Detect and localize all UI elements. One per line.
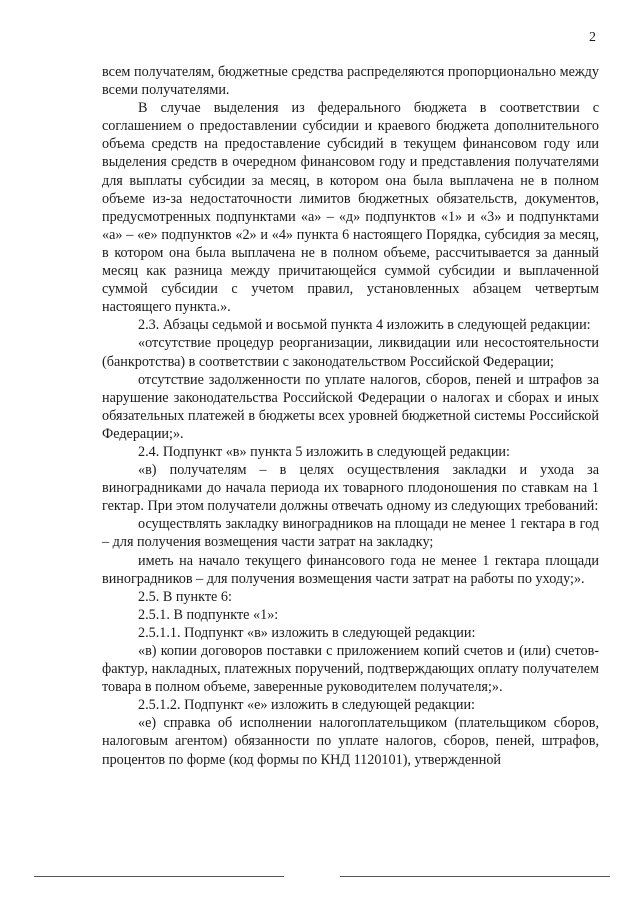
- paragraph-item-2-5-1-2: 2.5.1.2. Подпункт «е» изложить в следующей редакции:: [138, 697, 475, 714]
- paragraph-no-reorganization: «отсутствие процедур реорганизации, ликвидации или несостоятельности (банкротства) в соответствии с законодательством Российской Федерации;: [102, 335, 599, 370]
- paragraph-additional-funding: В случае выделения из федерального бюджета в соответствии с соглашением о предоставлении субсидии и краевого бюджета дополнительного объема средств на предоставление субсидий в текущем финансовом году или выделения средств в очередном финансовом году и представления получателями для выплаты субсидии за месяц, в котором она была выплачена не в полном объеме из-за недостаточности лимитов бюджетных обязательств, документов, предусмотренных подпунктами «а» – «д» подпунктов «1» и «3» и подпунктами «а» – «е» подпунктов «2» и «4» пункта 6 настоящего Порядка, субсидия за месяц, в котором она была выплачена не в полном объеме, рассчитывается за данный месяц как разница между причитающейся суммой субсидии и выплаченной суммой субсидии с учетом правил, установленных абзацем четвертым настоящего пункта.».: [102, 100, 599, 316]
- footer-divider-left: [34, 876, 284, 877]
- paragraph-no-tax-debt: отсутствие задолженности по уплате налогов, сборов, пеней и штрафов за нарушение законодательства Российской Федерации о налогах и сборах и иных обязательных платежей в бюджеты всех уровней бюджетной системы Российской Федерации;».: [102, 371, 599, 442]
- paragraph-item-2-5-1-1: 2.5.1.1. Подпункт «в» изложить в следующей редакции:: [138, 624, 476, 641]
- paragraph-planting-requirement: осуществлять закладку виноградников на площади не менее 1 гектара в год – для получения возмещения части затрат на закладку;: [102, 516, 599, 551]
- paragraph-contract-copies: «в) копии договоров поставки с приложением копий счетов и (или) счетов-фактур, накладных, платежных поручений, подтверждающих оплату получателем товара в полном объеме, заверенные руководителем получателя;».: [102, 643, 599, 696]
- footer-divider-right: [340, 876, 610, 877]
- paragraph-item-2-4: 2.4. Подпункт «в» пункта 5 изложить в следующей редакции:: [138, 443, 510, 460]
- document-body: [102, 63, 599, 769]
- paragraph-subitem-v-recipients: «в) получателям – в целях осуществления закладки и ухода за виноградниками до начала периода их товарного плодоношения по ставкам на 1 гектар. При этом получатели должны отвечать одному из следующих требований:: [102, 462, 599, 515]
- paragraph-item-2-3: 2.3. Абзацы седьмой и восьмой пункта 4 изложить в следующей редакции:: [138, 317, 591, 334]
- paragraph-tax-certificate: «е) справка об исполнении налогоплательщиком (плательщиком сборов, налоговым агентом) обязанности по уплате налогов, сборов, пеней, штрафов, процентов по форме (код формы по КНД 1120101), утвержденной: [102, 715, 599, 768]
- paragraph-item-2-5: 2.5. В пункте 6:: [138, 588, 232, 605]
- paragraph-care-requirement: иметь на начало текущего финансового года не менее 1 гектара площади виноградников – для получения возмещения части затрат на работы по уходу;».: [102, 552, 599, 587]
- page-number: 2: [589, 30, 596, 45]
- paragraph-continuation: всем получателям, бюджетные средства распределяются пропорционально между всеми получателями.: [102, 64, 599, 99]
- paragraph-item-2-5-1: 2.5.1. В подпункте «1»:: [138, 606, 279, 623]
